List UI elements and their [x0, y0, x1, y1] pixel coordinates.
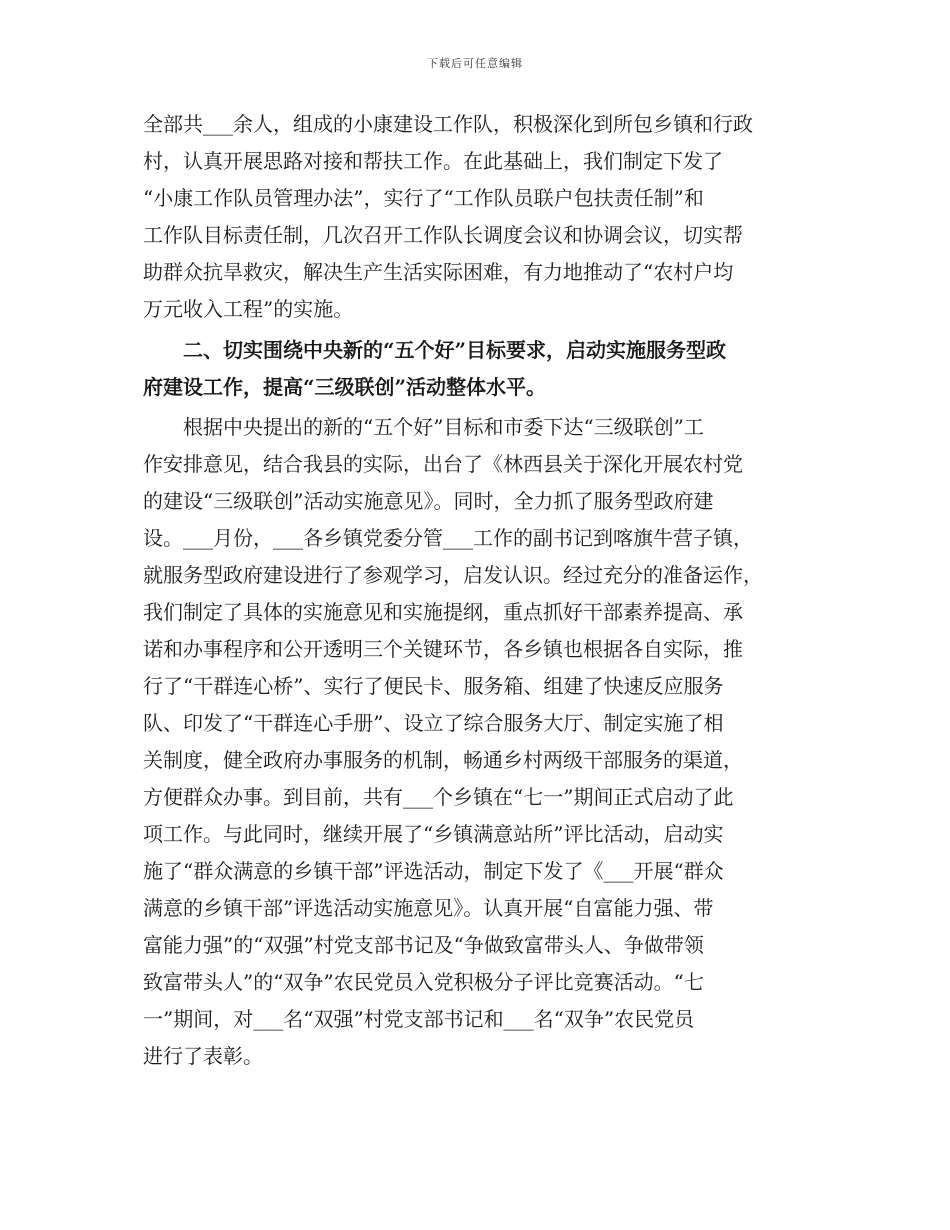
body-line: 村，认真开展思路对接和帮扶工作。在此基础上，我们制定下发了 — [143, 149, 723, 173]
body-line: “小康工作队员管理办法”，实行了“工作队员联户包扶责任制”和 — [143, 186, 704, 210]
section-heading-line: 府建设工作，提高“三级联创”活动整体水平。 — [143, 375, 547, 399]
body-line: 作安排意见，结合我县的实际，出台了《林西县关于深化开展农村党 — [143, 452, 743, 476]
body-line: 致富带头人”的“双争”农民党员入党积极分子评比竞赛活动。“七 — [143, 970, 704, 994]
body-line: 进行了表彰。 — [143, 1044, 263, 1068]
body-line: 工作队目标责任制，几次召开工作队长调度会议和协调会议，切实帮 — [143, 223, 743, 247]
body-line: 的建设“三级联创”活动实施意见》。同时，全力抓了服务型政府建 — [143, 489, 714, 513]
body-line: 队、印发了“干群连心手册”、设立了综合服务大厅、制定实施了相 — [143, 711, 724, 735]
body-line: 富能力强”的“双强”村党支部书记及“争做致富带头人、争做带领 — [143, 933, 704, 957]
body-line: 根据中央提出的新的“五个好”目标和市委下达“三级联创”工 — [143, 415, 704, 439]
body-line: 项工作。与此同时，继续开展了“乡镇满意站所”评比活动，启动实 — [143, 822, 724, 846]
body-line: 助群众抗旱救灾，解决生产生活实际困难，有力地推动了“农村户均 — [143, 260, 734, 284]
body-line: 万元收入工程”的实施。 — [143, 297, 354, 321]
body-line: 一”期间，对___名“双强”村党支部书记和___名“双争”农民党员 — [143, 1007, 695, 1031]
body-line: 满意的乡镇干部”评选活动实施意见》。认真开展“自富能力强、带 — [143, 896, 714, 920]
body-line: 方便群众办事。到目前，共有___个乡镇在“七一”期间正式启动了此 — [143, 785, 734, 809]
body-line: 设。___月份，___各乡镇党委分管___工作的副书记到喀旗牛营子镇， — [143, 526, 753, 550]
body-line: 全部共___余人，组成的小康建设工作队，积极深化到所包乡镇和行政 — [143, 112, 753, 136]
section-heading-line: 二、切实围绕中央新的“五个好”目标要求，启动实施服务型政 — [143, 338, 727, 362]
body-line: 行了“干群连心桥”、实行了便民卡、服务箱、组建了快速反应服务 — [143, 674, 724, 698]
body-line: 我们制定了具体的实施意见和实施提纲，重点抓好干部素养提高、承 — [143, 600, 743, 624]
page-header: 下载后可任意编辑 — [427, 57, 523, 70]
body-line: 诺和办事程序和公开透明三个关键环节，各乡镇也根据各自实际，推 — [143, 637, 743, 661]
body-line: 施了“群众满意的乡镇干部”评选活动，制定下发了《___开展“群众 — [143, 859, 724, 883]
body-line: 就服务型政府建设进行了参观学习，启发认识。经过充分的准备运作， — [143, 563, 763, 587]
body-line: 关制度，健全政府办事服务的机制，畅通乡村两级干部服务的渠道， — [143, 748, 743, 772]
